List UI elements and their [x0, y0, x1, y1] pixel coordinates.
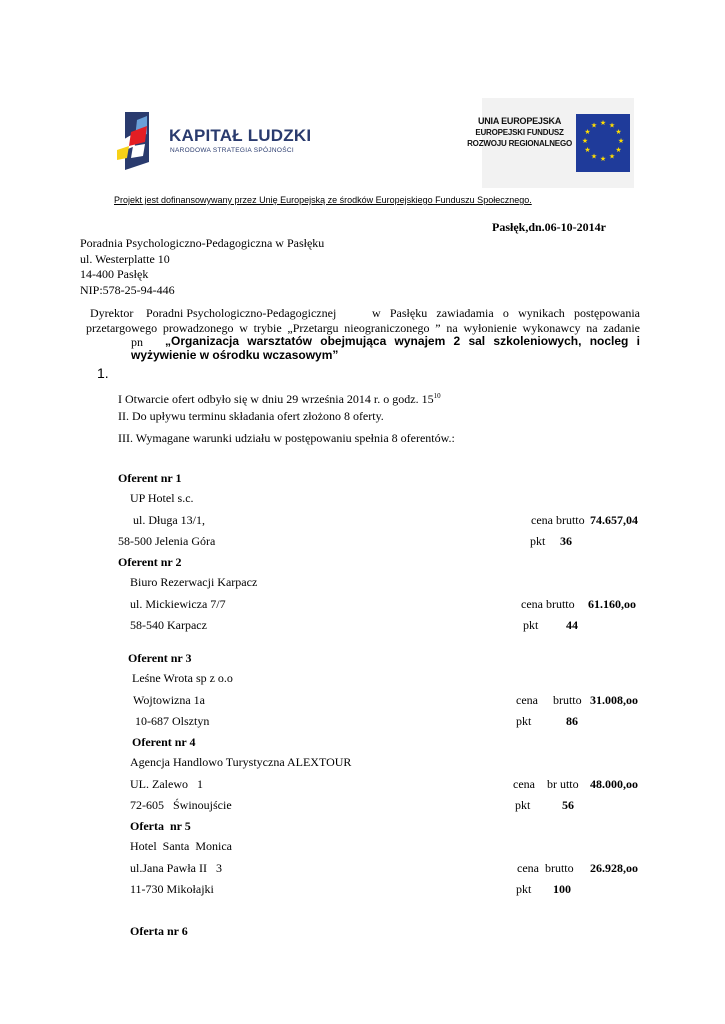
offer-1-heading: Oferent nr 1 [118, 471, 182, 485]
offer-1-price: 74.657,04 [590, 513, 638, 527]
offer-2-pkt-label: pkt [523, 618, 539, 632]
offer-5-name: Hotel Santa Monica [130, 839, 232, 853]
svg-text:★: ★ [590, 121, 598, 130]
eu-flag-icon [576, 114, 630, 172]
offer-2-name: Biuro Rezerwacji Karpacz [130, 575, 258, 589]
svg-text:★: ★ [599, 119, 607, 127]
tender-title-line-2: wyżywienie w ośrodku wczasowym” [131, 348, 339, 362]
svg-text:★: ★ [617, 137, 625, 145]
offer-4-name: Agencja Handlowo Turystyczna ALEXTOUR [130, 755, 352, 769]
offer-1-pkt-label: pkt [530, 534, 546, 548]
svg-text:★: ★ [584, 128, 591, 136]
sender-nip: NIP:578-25-94-446 [80, 283, 175, 297]
offer-5-street: ul.Jana Pawła II 3 [130, 861, 222, 875]
offer-1-price-label: cena brutto [531, 513, 585, 527]
list-number: 1. [97, 365, 109, 381]
offer-5-city: 11-730 Mikołajki [130, 882, 214, 896]
svg-text:★: ★ [608, 152, 616, 161]
sender-city: 14-400 Pasłęk [80, 267, 149, 281]
intro-line-2: przetargowego prowadzonego w trybie „Przetargu nieograniczonego ” na wyłonienie wykonawcy na zadanie [86, 321, 640, 335]
offer-1-city: 58-500 Jelenia Góra [118, 534, 216, 548]
eu-logo-line-1: UNIA EUROPEJSKA [477, 116, 562, 126]
eu-logo-line-2: EUROPEJSKI FUNDUSZ [475, 128, 564, 137]
offer-4-pkt-label: pkt [515, 798, 531, 812]
svg-text:★: ★ [590, 152, 598, 161]
point-1 [118, 389, 441, 406]
point-1-minutes: 10 [433, 392, 441, 400]
offer-3-price-label: cena brutto [516, 693, 582, 707]
offer-5-heading: Oferta nr 5 [130, 819, 191, 833]
intro-institution: Poradni Psychologiczno-Pedagogicznej [146, 306, 337, 320]
svg-text:★: ★ [615, 146, 622, 154]
svg-text:★: ★ [608, 121, 616, 130]
offer-3-street: Wojtowizna 1a [133, 693, 206, 707]
offer-1-name: UP Hotel s.c. [130, 491, 194, 505]
offer-4-price: 48.000,oo [590, 777, 638, 791]
offer-3-pkt-label: pkt [516, 714, 532, 728]
offer-4-street: UL. Zalewo 1 [130, 777, 203, 791]
offer-5-pkt-label: pkt [516, 882, 532, 896]
offer-2-city: 58-540 Karpacz [130, 618, 207, 632]
offer-4-city: 72-605 Świnoujście [130, 798, 232, 812]
intro-pn: pn [131, 335, 143, 349]
svg-text:★: ★ [615, 128, 622, 136]
offer-5-price-label: cena brutto [517, 861, 574, 875]
offer-4-pkt: 56 [562, 798, 574, 812]
point-3: III. Wymagane warunki udziału w postępowaniu spełnia 8 oferentów.: [118, 431, 455, 445]
offer-3-name: Leśne Wrota sp z o.o [132, 671, 233, 685]
svg-text:★: ★ [584, 146, 591, 154]
offer-5-price: 26.928,oo [590, 861, 638, 875]
svg-text:★: ★ [581, 137, 589, 145]
offer-1-street: ul. Długa 13/1, [133, 513, 205, 527]
point-1-text: I Otwarcie ofert odbyło się w dniu 29 września 2014 r. o godz. 15 [118, 392, 434, 406]
eu-logo-text [467, 116, 572, 149]
offer-5-pkt: 100 [553, 882, 571, 896]
sender-street: ul. Westerplatte 10 [80, 252, 170, 266]
kl-logo-subtitle: NARODOWA STRATEGIA SPÓJNOŚCI [170, 147, 294, 154]
svg-text:★: ★ [599, 155, 607, 163]
eu-logo [467, 98, 634, 188]
tender-title-line-1: „Organizacja warsztatów obejmująca wynajem 2 sal szkoleniowych, nocleg i [165, 334, 640, 348]
place-date: Pasłęk,dn.06-10-2014r [492, 220, 606, 234]
offer-6-heading: Oferta nr 6 [130, 924, 188, 938]
offer-4-price-label: cena br utto [513, 777, 579, 791]
offer-2-price-label: cena brutto [521, 597, 575, 611]
offer-2-street: ul. Mickiewicza 7/7 [130, 597, 226, 611]
sender-name: Poradnia Psychologiczno-Pedagogiczna w Pasłęku [80, 236, 325, 250]
offer-3-city: 10-687 Olsztyn [135, 714, 210, 728]
intro-director: Dyrektor [90, 306, 134, 320]
point-2: II. Do upływu terminu składania ofert złożono 8 oferty. [118, 409, 384, 423]
kapital-ludzki-emblem-icon [117, 112, 167, 170]
offer-3-price: 31.008,oo [590, 693, 638, 707]
offer-2-heading: Oferent nr 2 [118, 555, 182, 569]
offer-2-pkt: 44 [566, 618, 578, 632]
kapital-ludzki-logo [117, 112, 317, 170]
offer-4-heading: Oferent nr 4 [132, 735, 196, 749]
offer-3-pkt: 86 [566, 714, 578, 728]
kl-logo-title: KAPITAŁ LUDZKI [169, 126, 312, 145]
offer-3-heading: Oferent nr 3 [128, 651, 192, 665]
project-funding-note: Projekt jest dofinansowywany przez Unię Europejską ze środków Europejskiego Funduszu Społecznego. [114, 195, 532, 205]
intro-notice: w Pasłęku zawiadamia o wynikach postępowania [372, 306, 640, 320]
offer-2-price: 61.160,oo [588, 597, 636, 611]
offer-1-pkt: 36 [560, 534, 572, 548]
eu-logo-line-3: ROZWOJU REGIONALNEGO [467, 139, 572, 148]
